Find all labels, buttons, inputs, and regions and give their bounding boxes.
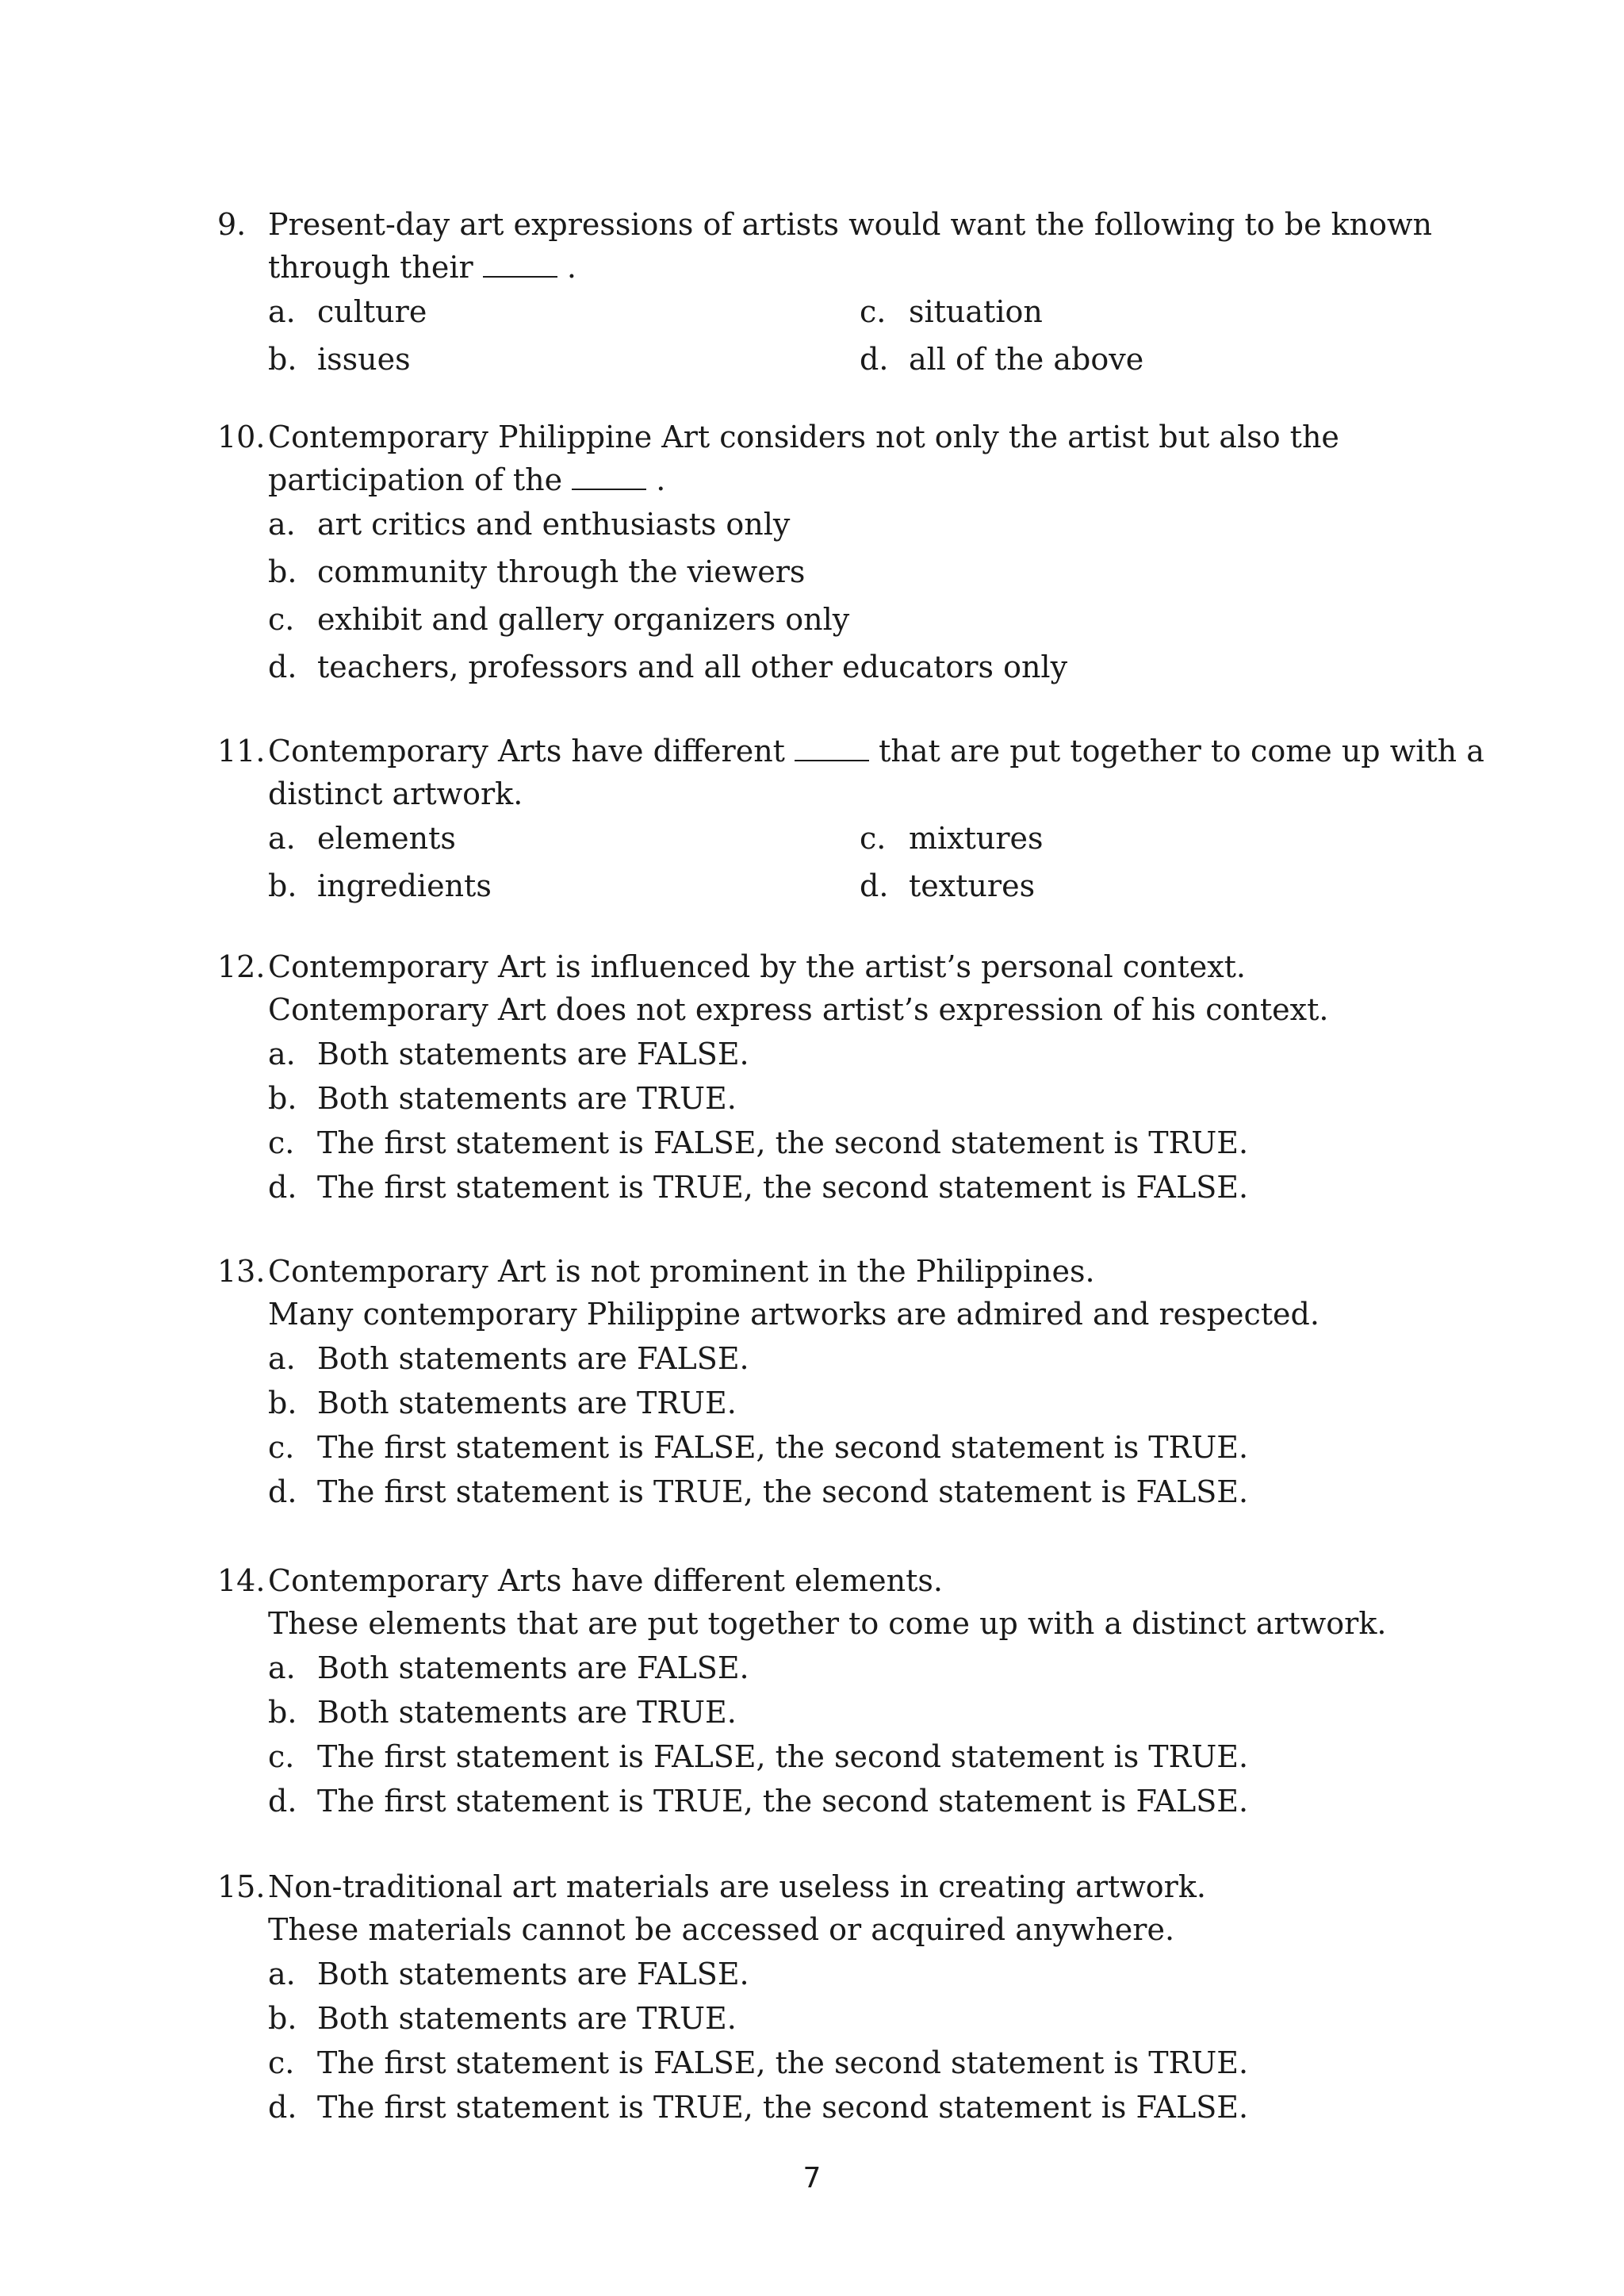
choice-b: b. Both statements are TRUE. [268,1386,737,1420]
choice-b: b. community through the viewers [268,554,806,589]
choice-c: c. situation [860,294,1043,329]
question-12 [217,945,1454,1210]
question-number: 12. [217,949,266,984]
statement-1: Contemporary Art is not prominent in the Philippines. [268,1254,1095,1289]
choice-a: a. art critics and enthusiasts only [268,507,791,542]
question-11 [217,730,1484,912]
choice-b: b. issues [268,342,411,377]
choice-c: c. The first statement is FALSE, the second statement is TRUE. [268,1430,1249,1465]
statement-1: Non-traditional art materials are useless in creating artwork. [268,1869,1206,1904]
page-number: 7 [802,2162,822,2194]
question-9 [217,203,1454,385]
answer-blank [483,254,557,278]
choice-b: b. Both statements are TRUE. [268,2001,737,2036]
choice-a: a. elements [268,821,456,856]
question-15 [217,1865,1454,2130]
choice-a: a. Both statements are FALSE. [268,1650,749,1685]
choice-c: c. exhibit and gallery organizers only [268,602,850,637]
question-text: Present-day art expressions of artists would want the following to be known [268,207,1433,242]
answer-blank [795,738,869,761]
question-number: 10. [217,420,266,454]
choice-d: d. textures [860,868,1036,903]
question-number: 11. [217,734,266,769]
choice-b: b. Both statements are TRUE. [268,1695,737,1730]
question-text: Contemporary Arts have different that are put together to come up with a [268,734,1484,769]
choice-a: a. Both statements are FALSE. [268,1341,749,1376]
question-text-continued: distinct artwork. [268,776,523,811]
choice-b: b. Both statements are TRUE. [268,1081,737,1116]
statement-1: Contemporary Art is influenced by the artist’s personal context. [268,949,1246,984]
choice-d: d. teachers, professors and all other educators only [268,650,1068,684]
choice-a: a. Both statements are FALSE. [268,1957,749,1991]
choice-b: b. ingredients [268,868,492,903]
statement-2: These materials cannot be accessed or acquired anywhere. [268,1912,1175,1947]
statement-1: Contemporary Arts have different elements. [268,1563,943,1598]
question-text-continued: participation of the . [268,462,666,497]
choice-a: a. culture [268,294,427,329]
question-text: Contemporary Philippine Art considers not only the artist but also the [268,420,1339,454]
question-10 [217,416,1454,693]
statement-2: Contemporary Art does not express artist’s expression of his context. [268,992,1329,1027]
question-number: 14. [217,1563,266,1598]
question-number: 15. [217,1869,266,1904]
statement-2: Many contemporary Philippine artworks are admired and respected. [268,1297,1320,1332]
question-number: 13. [217,1254,266,1289]
question-text-continued: through their . [268,250,576,285]
choice-d: d. The first statement is TRUE, the second statement is FALSE. [268,2090,1249,2125]
choice-a: a. Both statements are FALSE. [268,1037,749,1071]
answer-blank [572,466,646,490]
choice-d: d. all of the above [860,342,1144,377]
question-number: 9. [217,207,247,242]
choice-c: c. mixtures [860,821,1044,856]
statement-2: These elements that are put together to come up with a distinct artwork. [268,1606,1387,1641]
question-13 [217,1250,1454,1515]
choice-d: d. The first statement is TRUE, the second statement is FALSE. [268,1170,1249,1205]
choice-c: c. The first statement is FALSE, the second statement is TRUE. [268,1125,1249,1160]
choice-d: d. The first statement is TRUE, the second statement is FALSE. [268,1474,1249,1509]
choice-c: c. The first statement is FALSE, the second statement is TRUE. [268,1739,1249,1774]
choice-c: c. The first statement is FALSE, the second statement is TRUE. [268,2045,1249,2080]
question-14 [217,1559,1454,1824]
choice-d: d. The first statement is TRUE, the second statement is FALSE. [268,1784,1249,1819]
